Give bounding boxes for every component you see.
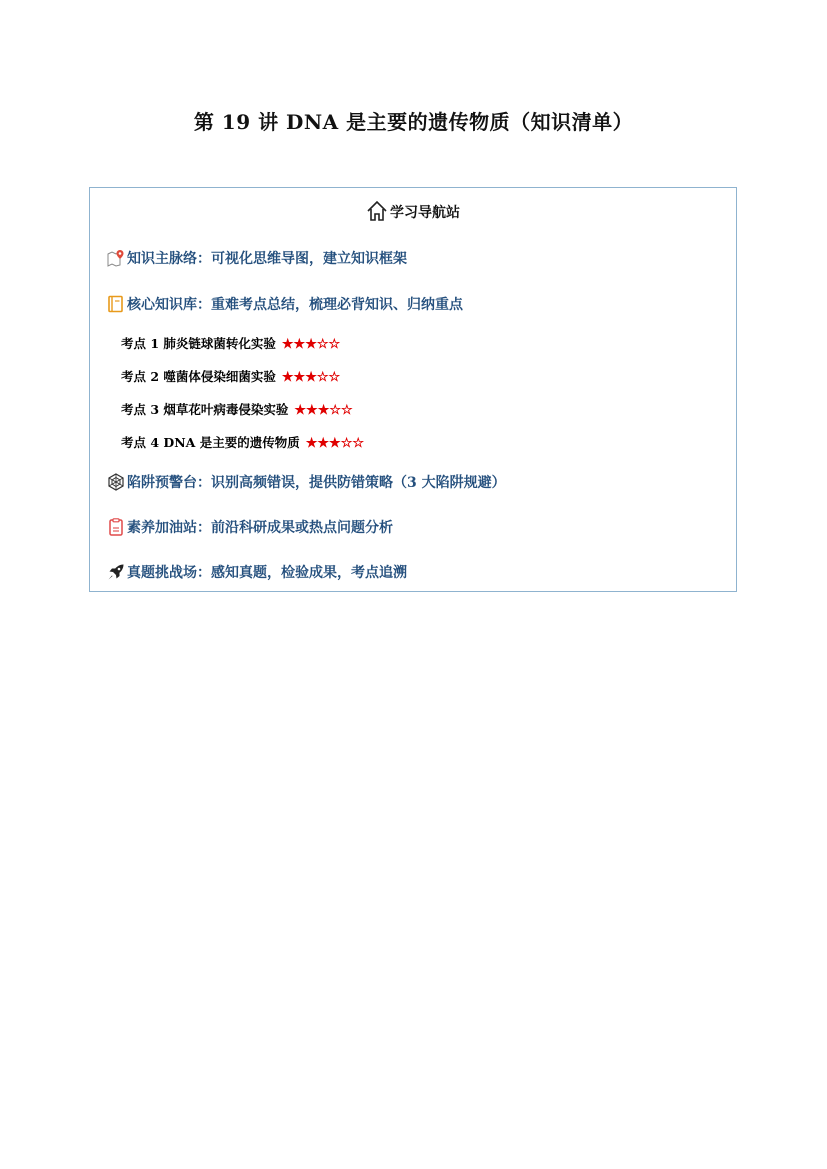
- key-point-text: 考点 2 噬菌体侵染细菌实验: [121, 369, 276, 384]
- key-point-3: [121, 400, 353, 418]
- rocket-icon: [107, 563, 125, 581]
- section-label: 知识主脉络：: [127, 251, 211, 267]
- section-label: 核心知识库：: [127, 297, 211, 313]
- empty-stars: ☆☆: [329, 403, 353, 418]
- key-point-2: [121, 367, 340, 385]
- map-pin-icon: [107, 249, 125, 267]
- filled-stars: ★★★: [305, 436, 341, 451]
- filled-stars: ★★★: [281, 370, 317, 385]
- section-label: 素养加油站：: [127, 520, 211, 536]
- learning-navigation-box: [89, 187, 737, 592]
- nav-header-label: 学习导航站: [390, 205, 460, 221]
- section-label: 真题挑战场：: [127, 565, 211, 581]
- section-desc: 前沿科研成果或热点问题分析: [211, 520, 393, 536]
- section-trap-warning: [107, 472, 506, 492]
- star-rating: [306, 436, 364, 451]
- section-desc: 重难考点总结，梳理必背知识、归纳重点: [211, 297, 463, 313]
- key-point-4: [121, 433, 364, 451]
- empty-stars: ☆☆: [316, 337, 341, 352]
- section-literacy-station: [107, 517, 393, 537]
- key-point-text: 考点 4 DNA 是主要的遗传物质: [121, 435, 300, 450]
- key-point-text: 考点 1 肺炎链球菌转化实验: [121, 336, 276, 351]
- page-title: 第 19 讲 DNA 是主要的遗传物质（知识清单）: [193, 110, 634, 134]
- section-desc: 感知真题，检验成果，考点追溯: [211, 565, 407, 581]
- section-core-knowledge: [107, 294, 463, 314]
- star-rating: [282, 337, 340, 352]
- star-rating: [294, 403, 352, 418]
- section-mind-map: [107, 248, 407, 268]
- empty-stars: ☆☆: [340, 436, 364, 451]
- section-real-exam: [107, 562, 407, 582]
- filled-stars: ★★★: [281, 337, 317, 352]
- empty-stars: ☆☆: [316, 370, 341, 385]
- star-rating: [282, 370, 340, 385]
- section-label: 陷阱预警台：: [127, 475, 211, 491]
- web-icon: [107, 473, 125, 491]
- key-point-text: 考点 3 烟草花叶病毒侵染实验: [121, 402, 289, 417]
- book-icon: [107, 295, 125, 313]
- nav-header: [90, 200, 736, 226]
- house-icon: [366, 200, 388, 226]
- section-desc: 识别高频错误，提供防错策略（3 大陷阱规避）: [211, 475, 506, 491]
- clipboard-icon: [107, 518, 125, 536]
- filled-stars: ★★★: [294, 403, 330, 418]
- section-desc: 可视化思维导图，建立知识框架: [211, 251, 407, 267]
- key-point-1: [121, 334, 340, 352]
